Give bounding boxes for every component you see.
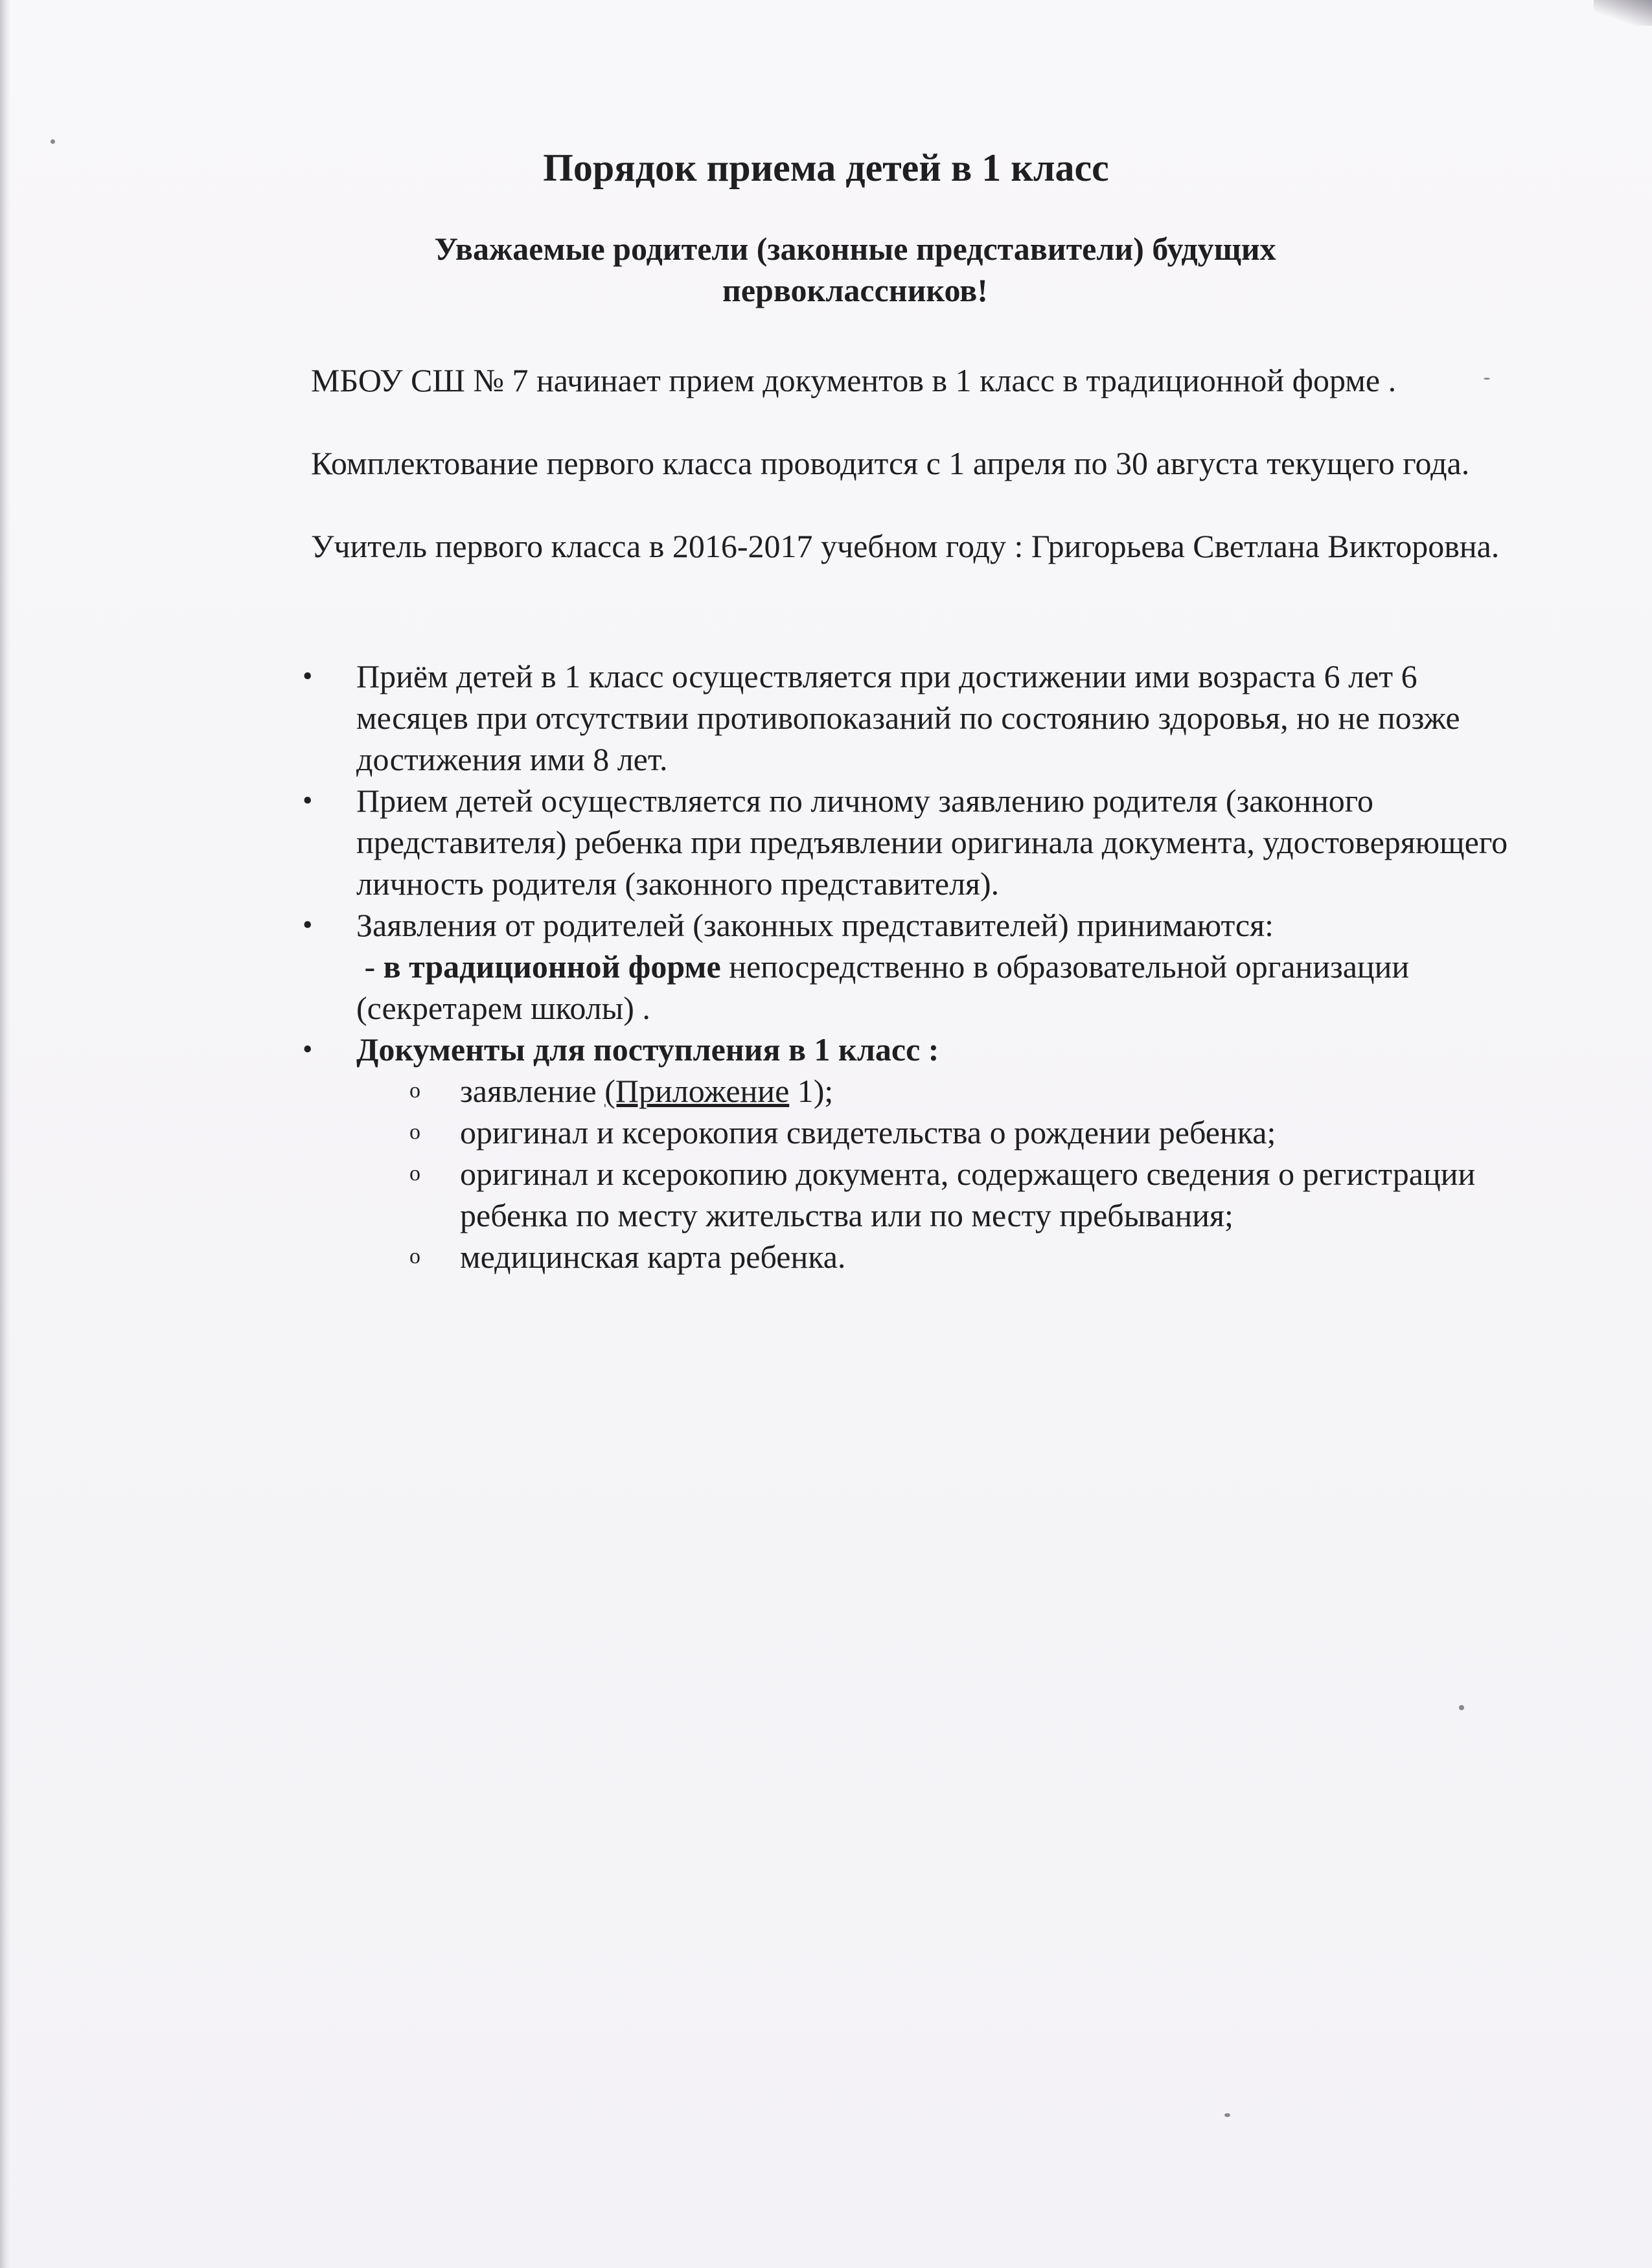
list-item-text: Приём детей в 1 класс осуществляется при достижении ими возраста 6 лет 6 месяцев при отсутствии противопоказаний по состоянию здоровья, но не позже достижения ими 8 лет.	[356, 658, 1460, 777]
list-item-documents	[295, 1029, 1513, 1277]
sublist-item-text: заявление	[460, 1073, 605, 1109]
list-item-age	[295, 656, 1513, 780]
sublist-item-text: 1);	[789, 1073, 834, 1109]
list-item-text: Прием детей осуществляется по личному заявлению родителя (законного представителя) ребенка при предъявлении оригинала документа, удостоверяющего личность родителя (законного представителя).	[356, 783, 1508, 902]
scan-speck	[1459, 1705, 1464, 1710]
sublist-item-text: оригинал и ксерокопия свидетельства о рождении ребенка;	[460, 1114, 1276, 1151]
list-item-submission	[295, 904, 1513, 1029]
requirements-list	[295, 656, 1513, 1277]
scan-edge-shadow	[0, 0, 10, 2268]
sublist-item-registration	[409, 1153, 1513, 1236]
paragraph-admission-start: МБОУ СШ № 7 начинает прием документов в 1 класс в традиционной форме .	[311, 362, 1397, 398]
bullet-marker: •	[303, 1033, 313, 1065]
scan-speck	[1224, 2113, 1230, 2117]
document-title: Порядок приема детей в 1 класс	[543, 146, 1109, 189]
scan-speck	[51, 139, 55, 144]
circle-marker: o	[409, 1120, 420, 1144]
sublist-item-text: медицинская карта ребенка.	[460, 1239, 846, 1275]
list-item-application	[295, 780, 1513, 904]
circle-marker: o	[409, 1079, 420, 1103]
sublist-item-medical-card	[409, 1236, 1513, 1277]
bullet-marker: •	[303, 660, 313, 692]
sublist-item-birth-certificate	[409, 1112, 1513, 1153]
traditional-form-emphasis: в традиционной форме	[383, 948, 721, 985]
paragraph-class-formation: Комплектование первого класса проводится с 1 апреля по 30 августа текущего года.	[311, 445, 1470, 481]
bullet-marker: •	[303, 785, 313, 816]
circle-marker: o	[409, 1162, 420, 1186]
documents-sublist	[356, 1070, 1513, 1277]
paragraph-teacher: Учитель первого класса в 2016-2017 учебном году : Григорьева Светлана Викторовна.	[311, 528, 1500, 564]
sublist-item-text: оригинал и ксерокопию документа, содержащего сведения о регистрации ребенка по месту жительства или по месту пребывания;	[460, 1156, 1476, 1233]
scan-corner-shadow	[1594, 0, 1652, 26]
documents-heading: Документы для поступления в 1 класс :	[356, 1031, 939, 1068]
circle-marker: o	[409, 1244, 420, 1268]
list-item-text: Заявления от родителей (законных представителей) принимаются:	[356, 907, 1274, 943]
appendix-link[interactable]: (Приложение	[604, 1073, 790, 1109]
dash-marker: -	[356, 948, 384, 985]
sublist-item-application	[409, 1070, 1513, 1112]
document-subtitle: Уважаемые родители (законные представители) будущих первоклассников!	[434, 231, 1276, 308]
list-item-text: непосредственно в образовательной организации (секретарем школы) .	[356, 948, 1410, 1026]
bullet-marker: •	[303, 909, 313, 941]
